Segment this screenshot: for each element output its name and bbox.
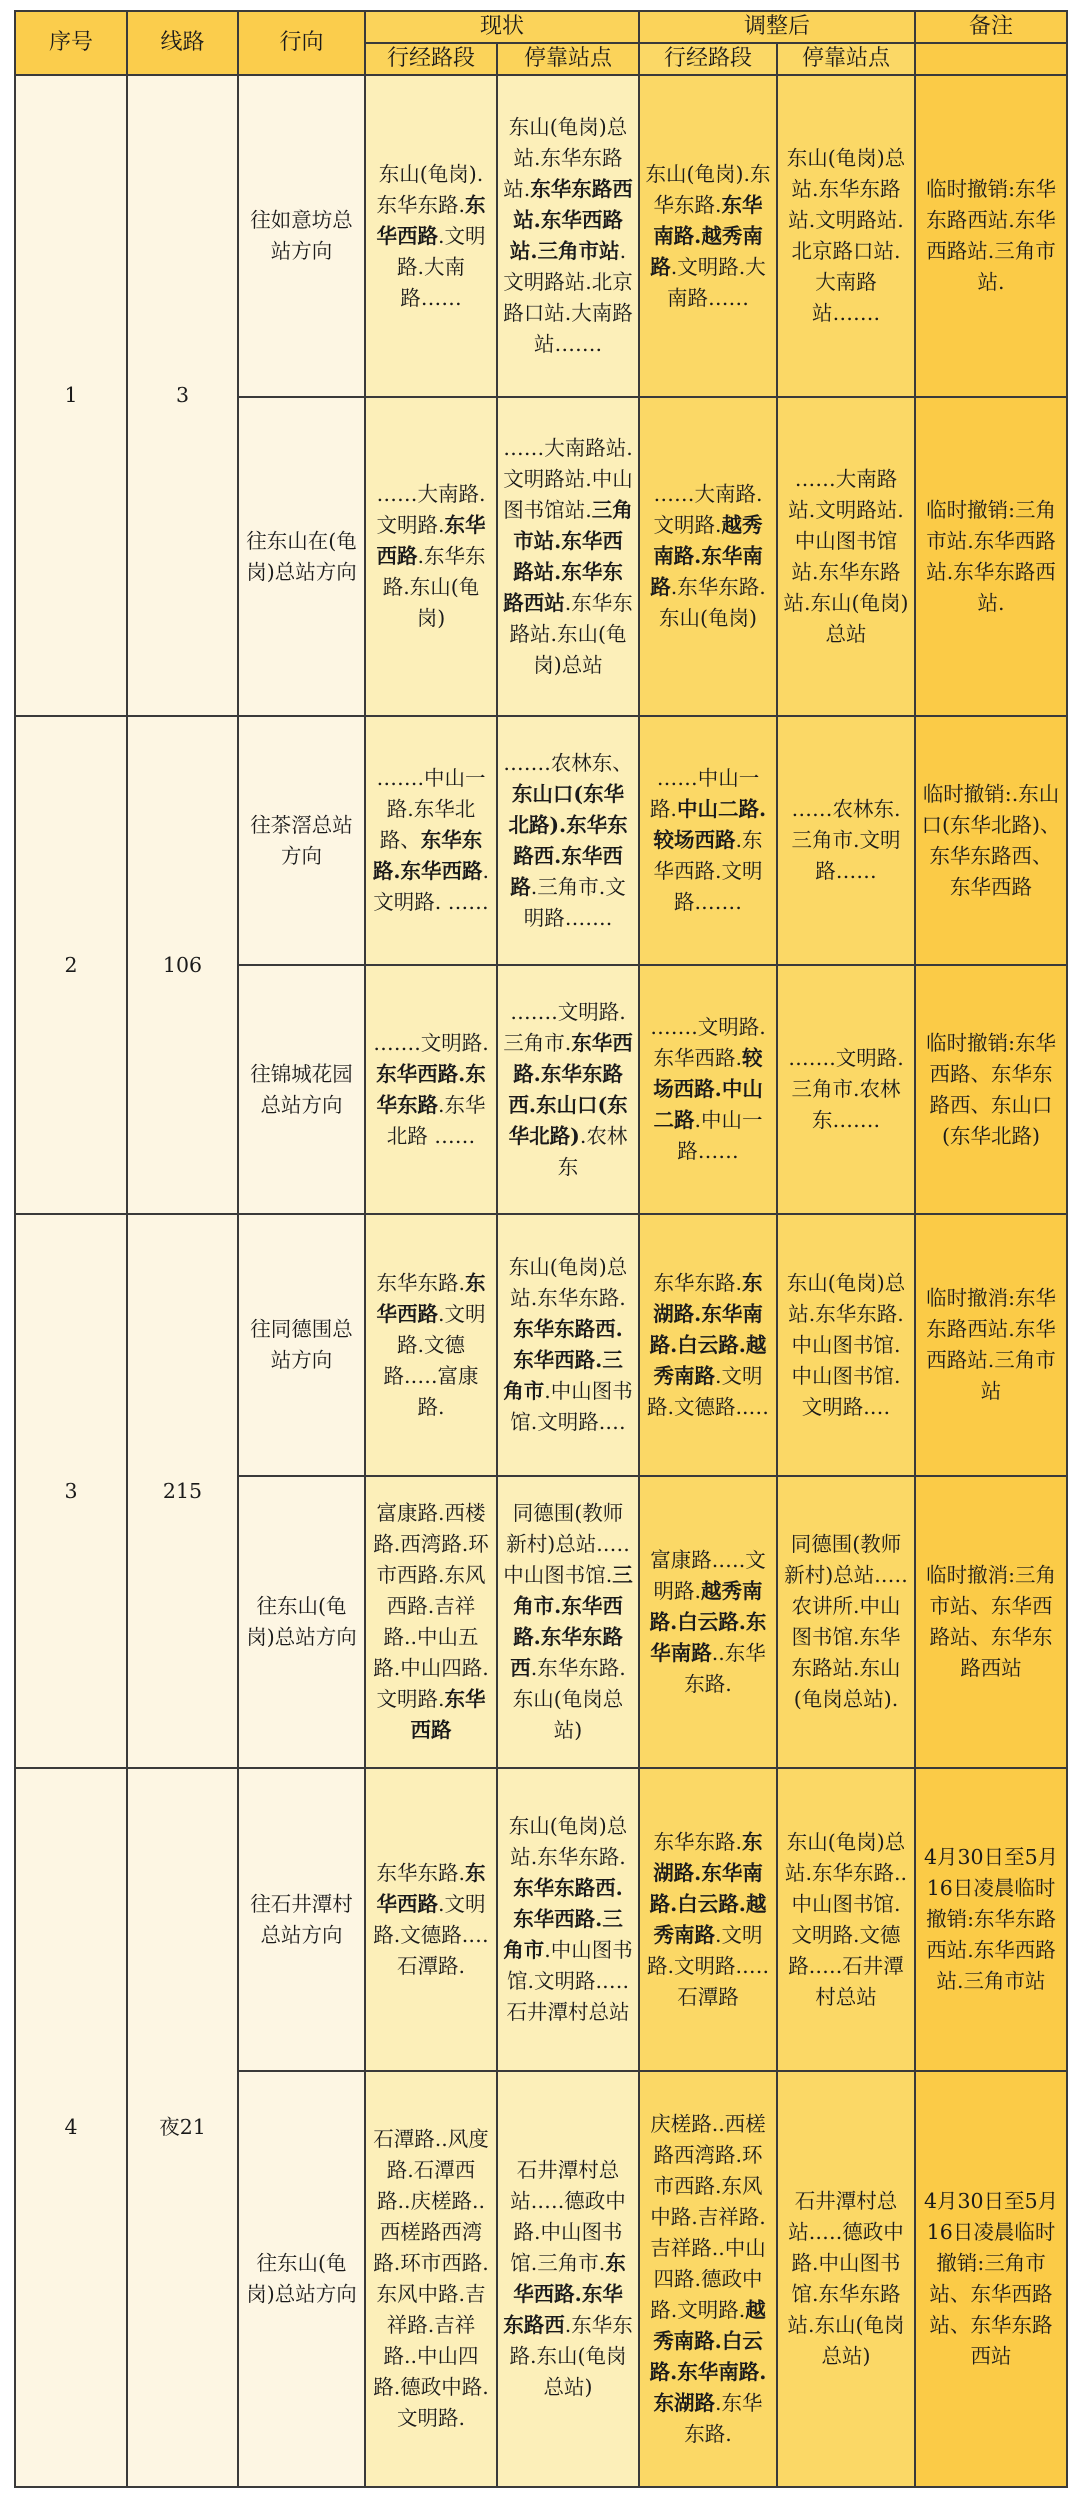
route-text: …….中山一路.东华北路、 (376, 766, 486, 853)
route-text: .文明路.大南路…… (396, 223, 486, 310)
cell-line: 3 (127, 75, 238, 716)
route-text: 东华东路. (653, 1829, 743, 1854)
cell-adjusted-stops (777, 1214, 915, 1476)
cell-direction: 往东山在(龟岗)总站方向 (238, 397, 365, 716)
route-text: 4月30日至5月16日凌晨临时撤销:东华东路西站.东华西路站.三角市站 (923, 1845, 1059, 1994)
route-text: .中山图书馆.文明路.….石井潭村总站 (506, 1938, 633, 2025)
highlighted-road-text: 东华东路西.东华西路.三角市 (503, 1317, 623, 1404)
route-text: .东华北路 …… (386, 1092, 486, 1148)
cell-current-stops (497, 1768, 639, 2071)
cell-adjusted-route (639, 1214, 777, 1476)
route-text: …….文明路.三角市.农林东……. (788, 1046, 904, 1133)
route-text: 东山(龟岗)总站.东华东路..中山图书馆.文明路.文德路.….石井潭村总站 (784, 1829, 908, 2009)
route-text: .东华东路.东山(龟岗) (659, 575, 766, 631)
highlighted-road-text: 东华西路 (376, 513, 486, 569)
route-text: 临时撤销:东华东路西站.东华西路站.三角市站. (926, 177, 1056, 295)
cell-adjusted-route (639, 1768, 777, 2071)
cell-current-route (365, 2071, 497, 2487)
cell-current-stops (497, 2071, 639, 2487)
route-text: 东山(龟岗)总站.东华东路.中山图书馆.中山图书馆.文明路.… (786, 1270, 906, 1419)
highlighted-road-text: 东华西路.东华东路 (376, 1061, 486, 1117)
header-current-route: 行经路段 (365, 43, 497, 75)
cell-notes (915, 2071, 1067, 2487)
route-text: .文明路站.北京路口站.大南路站……. (503, 239, 633, 357)
cell-seq: 4 (15, 1768, 127, 2487)
table-body (15, 75, 1067, 2487)
cell-current-stops (497, 716, 639, 965)
route-text: .文明路.大南路…… (667, 254, 766, 310)
route-text: ……大南路.文明路. (376, 482, 486, 538)
highlighted-road-text: 东湖路.东华南路.白云路.越秀南路 (649, 1829, 767, 1947)
route-text: 富康路.….文明路. (650, 1547, 766, 1603)
highlighted-road-text: 东华西路 (410, 1687, 486, 1743)
cell-adjusted-stops (777, 716, 915, 965)
cell-current-route (365, 1214, 497, 1476)
cell-direction: 往锦城花园总站方向 (238, 965, 365, 1214)
header-direction: 行向 (238, 11, 365, 75)
route-text: .东华东路.东山(龟岗) (382, 544, 486, 631)
route-text: 东华东路. (376, 1270, 466, 1295)
highlighted-road-text: 东华西路.东华东路西 (503, 2251, 626, 2338)
header-adjusted: 调整后 (639, 11, 915, 43)
cell-direction: 往东山(龟岗)总站方向 (238, 1476, 365, 1768)
cell-adjusted-stops (777, 75, 915, 397)
cell-seq: 2 (15, 716, 127, 1214)
highlighted-road-text: 东华西路.东华东路西.东山口(东华北路) (508, 1030, 633, 1148)
route-text: 同德围(教师新村)总站.….中山图书馆. (503, 1501, 630, 1588)
cell-notes (915, 75, 1067, 397)
cell-direction: 往如意坊总站方向 (238, 75, 365, 397)
route-adjustment-table-container (14, 10, 1066, 2488)
route-text: 东山(龟岗)总站.东华东路站. (503, 115, 628, 202)
cell-adjusted-route (639, 965, 777, 1214)
cell-adjusted-stops (777, 1768, 915, 2071)
route-text: …….文明路.三角市. (503, 999, 626, 1055)
highlighted-road-text: 东华东路西站.东华西路站.三角市站 (509, 177, 633, 264)
highlighted-road-text: 东华东路西.东华西路.三角市 (503, 1876, 623, 1963)
highlighted-road-text: 中山二路.较场西路 (653, 797, 767, 853)
route-text: .文明路.文德路..… (646, 1363, 770, 1419)
highlighted-road-text: 东华东路.东华西路 (372, 828, 483, 884)
table-row (15, 716, 1067, 965)
route-text: 同德围(教师新村)总站.….农讲所.中山图书馆.东华东路站.东山(龟岗总站). (784, 1532, 908, 1712)
highlighted-road-text: 东湖路.东华南路.白云路.越秀南路 (649, 1270, 767, 1388)
cell-notes (915, 1476, 1067, 1768)
route-text: .东华东路.东山(龟岗总站) (509, 2313, 633, 2400)
route-text: .文明路.文德路.….富康路. (383, 1301, 486, 1419)
cell-current-stops (497, 75, 639, 397)
cell-adjusted-stops (777, 965, 915, 1214)
cell-adjusted-stops (777, 397, 915, 716)
route-text: 庆槎路..西槎路西湾路.环市西路.东风中路.吉祥路.吉祥路..中山四路.德政中路.文明路. (650, 2111, 766, 2322)
route-text: .文明路.文德路.…石潭路. (373, 1891, 489, 1978)
highlighted-road-text: 东华西路 (376, 1860, 486, 1916)
route-text: .农林东 (557, 1123, 628, 1179)
route-text: ……大南路.文明路. (653, 482, 763, 538)
cell-line: 106 (127, 716, 238, 1214)
cell-current-route (365, 716, 497, 965)
route-text: ……大南路站.文明路站.中山图书馆站.东华东路站.东山(龟岗)总站 (783, 466, 909, 646)
cell-adjusted-stops (777, 1476, 915, 1768)
cell-adjusted-route (639, 1476, 777, 1768)
highlighted-road-text: 越秀南路.东华南路 (650, 513, 763, 600)
cell-direction: 往石井潭村总站方向 (238, 1768, 365, 2071)
cell-adjusted-route (639, 2071, 777, 2487)
highlighted-road-text: 三角市.东华西路.东华东路西 (510, 1563, 633, 1681)
route-text: 富康路.西楼路.西湾路.环市西路.东风西路.吉祥路..中山五路.中山四路.文明路. (373, 1501, 489, 1712)
table-row (15, 1768, 1067, 2071)
header-adjusted-route: 行经路段 (639, 43, 777, 75)
cell-seq: 1 (15, 75, 127, 716)
cell-current-stops (497, 397, 639, 716)
route-text: 临时撤销:.东山口(东华北路)、东华东路西、东华西路 (921, 781, 1061, 899)
route-text: .东华西路.文明路.…… (653, 828, 763, 915)
route-text: ..东华东路. (684, 1640, 766, 1696)
route-text: ……农林东.三角市.文明路…… (791, 797, 901, 884)
cell-current-route (365, 397, 497, 716)
route-text: …….农林东、 (503, 750, 633, 775)
cell-direction: 往茶滘总站方向 (238, 716, 365, 965)
cell-adjusted-stops (777, 2071, 915, 2487)
table-row (15, 75, 1067, 397)
route-text: 东山(龟岗)总站.东华东路站.文明路站.北京路口站.大南路站……. (786, 146, 906, 326)
table-row (15, 1214, 1067, 1476)
cell-direction: 往同德围总站方向 (238, 1214, 365, 1476)
cell-notes (915, 397, 1067, 716)
cell-line: 215 (127, 1214, 238, 1768)
highlighted-road-text: 东华西路 (376, 192, 486, 248)
cell-current-route (365, 1476, 497, 1768)
route-text: .三角市.文明路……. (523, 874, 626, 930)
header-adjusted-stops: 停靠站点 (777, 43, 915, 75)
route-text: 东山(龟岗).东华东路. (376, 161, 484, 217)
route-text: 石潭路..风度路.石潭西路..庆槎路..西槎路西湾路.环市西路.东风中路.吉祥路.吉祥路..中山四路.德政中路.文明路. (373, 2127, 489, 2431)
cell-current-route (365, 75, 497, 397)
cell-current-stops (497, 965, 639, 1214)
highlighted-road-text: 东山口(东华北路).东华东路西.东华西路 (508, 781, 628, 899)
route-text: ……中山一路. (649, 766, 760, 822)
route-text: 临时撤消:三角市站、东华西路站、东华东路西站 (926, 1563, 1056, 1681)
cell-adjusted-route (639, 716, 777, 965)
cell-notes (915, 1768, 1067, 2071)
route-text: 东华东路. (653, 1270, 743, 1295)
route-text: 石井潭村总站.….德政中路.中山图书馆.东华东路站.东山(龟岗总站) (787, 2189, 905, 2369)
route-text: .东华东路.东山(龟岗总站) (512, 1656, 626, 1743)
header-notes: 备注 (915, 11, 1067, 43)
route-adjustment-table (14, 10, 1068, 2488)
route-text: .文明路. …… (373, 859, 490, 915)
route-text: 东山(龟岗)总站.东华东路. (508, 1255, 628, 1311)
route-text: 临时撤消:东华东路西站.东华西路站.三角市站 (926, 1286, 1056, 1404)
highlighted-road-text: 较场西路.中山二路 (653, 1046, 763, 1133)
header-line: 线路 (127, 11, 238, 75)
cell-seq: 3 (15, 1214, 127, 1768)
route-text: …….文明路.东华西路. (650, 1015, 766, 1071)
cell-adjusted-route (639, 75, 777, 397)
highlighted-road-text: 东华南路.越秀南路 (650, 192, 763, 279)
cell-notes (915, 716, 1067, 965)
route-text: 临时撤销:东华西路、东华东路西、东山口(东华北路) (926, 1030, 1056, 1148)
route-text: .中山图书馆.文明路.… (510, 1379, 633, 1435)
highlighted-road-text: 东华西路 (376, 1270, 486, 1326)
route-text: 东山(龟岗).东华东路. (645, 161, 771, 217)
highlighted-road-text: 越秀南路.白云路.东华南路 (649, 1578, 767, 1665)
cell-current-route (365, 1768, 497, 2071)
cell-adjusted-route (639, 397, 777, 716)
route-text: 东华东路. (376, 1860, 466, 1885)
header-notes-blank (915, 43, 1067, 75)
cell-line: 夜21 (127, 1768, 238, 2487)
route-text: .东华东路. (684, 2390, 763, 2446)
highlighted-road-text: 越秀南路.白云路.东华南路.东湖路 (649, 2297, 767, 2415)
route-text: 临时撤销:三角市站.东华西路站.东华东路西站. (926, 497, 1056, 615)
header-seq: 序号 (15, 11, 127, 75)
cell-direction: 往东山(龟岗)总站方向 (238, 2071, 365, 2487)
route-text: 石井潭村总站.….德政中路.中山图书馆.三角市. (510, 2158, 626, 2276)
route-text: .中山一路…… (677, 1108, 763, 1164)
route-text: …….文明路. (373, 1030, 489, 1055)
route-text: ……大南路站.文明路站.中山图书馆站. (503, 435, 633, 522)
route-text: .文明路.文明路.….石潭路 (646, 1922, 770, 2009)
cell-current-route (365, 965, 497, 1214)
highlighted-road-text: 三角市站.东华西路站.东华东路西站 (503, 497, 633, 615)
cell-current-stops (497, 1214, 639, 1476)
route-text: 4月30日至5月16日凌晨临时撤销:三角市站、东华西路站、东华东路西站 (923, 2189, 1059, 2369)
cell-current-stops (497, 1476, 639, 1768)
header-current-stops: 停靠站点 (497, 43, 639, 75)
cell-notes (915, 965, 1067, 1214)
cell-notes (915, 1214, 1067, 1476)
route-text: 东山(龟岗)总站.东华东路. (508, 1814, 628, 1870)
header-current: 现状 (365, 11, 639, 43)
route-text: .东华东路站.东山(龟岗)总站 (509, 590, 633, 677)
